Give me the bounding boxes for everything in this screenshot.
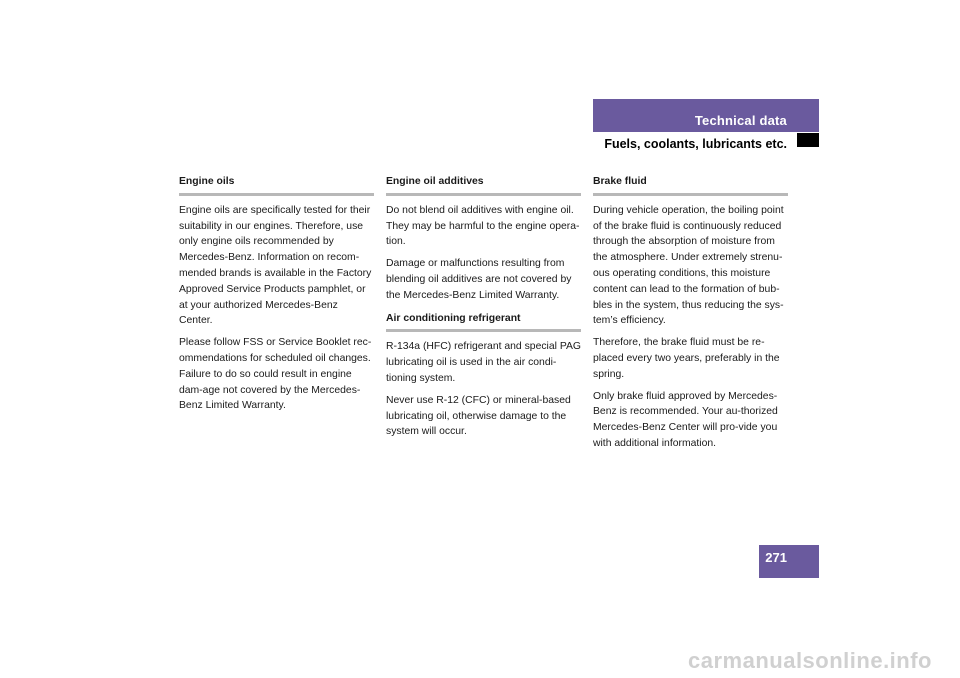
- page-number: 271: [765, 550, 787, 565]
- paragraph: Only brake fluid approved by Mercedes-Benz is recommended. Your au-thorized Mercedes-Benz Center will pro-vide you with additional information.: [593, 390, 778, 449]
- column-engine-oils: [179, 174, 374, 420]
- page-number-box: [759, 545, 819, 578]
- thumb-tab-marker: [797, 133, 819, 147]
- column-brake-fluid: [593, 174, 788, 458]
- heading-air-conditioning-refrigerant: Air conditioning refrigerant: [386, 311, 581, 333]
- watermark-text: carmanualsonline.info: [688, 648, 932, 673]
- paragraph: Never use R-12 (CFC) or mineral-based lubricating oil, otherwise damage to the system will occur.: [386, 394, 571, 438]
- watermark: [0, 648, 960, 674]
- paragraph: Damage or malfunctions resulting from blending oil additives are not covered by the Mercedes-Benz Limited Warranty.: [386, 258, 572, 301]
- heading-brake-fluid: Brake fluid: [593, 174, 788, 196]
- paragraph: Do not blend oil additives with engine oil. They may be harmful to the engine opera-tion.: [386, 204, 580, 248]
- paragraph: R-134a (HFC) refrigerant and special PAG lubricating oil is used in the air condi-tioning system.: [386, 341, 581, 384]
- column-engine-oil-additives: [386, 174, 581, 446]
- heading-engine-oils: Engine oils: [179, 174, 374, 196]
- paragraph: Engine oils are specifically tested for their suitability in our engines. Therefore, use only engine oils recommended by Mercedes-Benz. Information on recom-mended brands is available in the Factory Approved Service Products pamphlet, or at your authorized Mercedes-Benz Center.: [179, 204, 372, 327]
- paragraph: During vehicle operation, the boiling point of the brake fluid is continuously reduced through the absorption of moisture from the atmosphere. Under extremely strenu-ous operating conditions, this moisture content can lead to the formation of bub-bles in the system, thus reducing the sys-tem’s efficiency.: [593, 204, 784, 327]
- section-header: [593, 99, 819, 132]
- subtitle-bar: [593, 133, 795, 154]
- paragraph: Therefore, the brake fluid must be re-placed every two years, preferably in the spring.: [593, 337, 780, 380]
- section-title: Technical data: [694, 113, 787, 128]
- heading-engine-oil-additives: Engine oil additives: [386, 174, 581, 196]
- paragraph: Please follow FSS or Service Booklet rec-ommendations for scheduled oil changes. Failure to do so could result in engine dam-age not covered by the Mercedes-Benz Limited Warranty.: [179, 337, 372, 412]
- page-subtitle: Fuels, coolants, lubricants etc.: [604, 137, 787, 151]
